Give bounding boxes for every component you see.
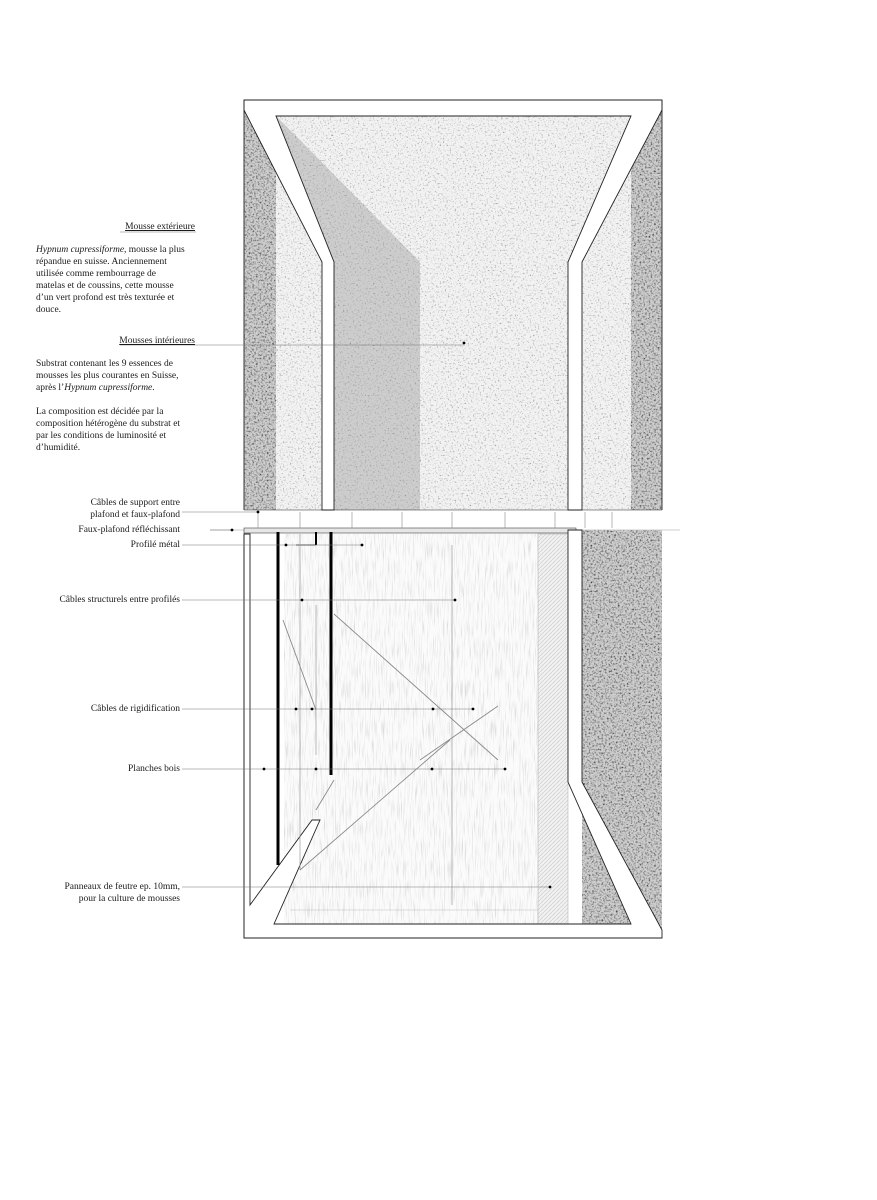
wood-planks-area: [284, 534, 538, 926]
lower-room: [244, 530, 662, 938]
false-ceiling: [210, 512, 680, 533]
label-outer-moss-title: Mousse extérieure: [125, 222, 195, 232]
label-stiffening-cables: Câbles de rigidification: [90, 704, 180, 714]
label-structural-cables: Câbles structurels entre profilés: [59, 595, 180, 605]
felt-panels-line2: pour la culture de mousses: [78, 894, 180, 904]
outer-moss-description: , mousse la plus répandue en suisse. Anciennement utilisée comme rembourrage de matelas et de coussins, cette mousse d’un vert profond est très texturée et douce.: [36, 245, 185, 315]
support-cables-line2: plafond et faux-plafond: [90, 510, 180, 520]
inner-moss-species: Hypnum cupressiforme: [64, 383, 153, 393]
label-inner-moss-title: Mousses intérieures: [119, 336, 195, 346]
support-cables-line1: Câbles de support entre: [90, 498, 180, 508]
outer-moss-species: Hypnum cupressiforme: [36, 245, 125, 255]
inner-moss-text-suffix: .: [152, 383, 155, 393]
label-inner-moss-text: [36, 358, 186, 454]
moss-volume: [244, 100, 662, 510]
label-support-cables: [90, 497, 180, 521]
label-wood-planks: Planches bois: [128, 764, 180, 774]
inner-moss-text-2: La composition est décidée par la composition hétérogène du substrat et par les conditions de luminosité et d’humidité.: [36, 407, 181, 453]
felt-panels-line1: Panneaux de feutre ep. 10mm,: [64, 882, 180, 892]
felt-panel-strip: [538, 534, 568, 926]
label-false-ceiling: Faux-plafond réfléchissant: [78, 525, 180, 535]
inner-moss-text-prefix: Substrat contenant les 9 essences de mousses les plus courantes en Suisse, après l’: [36, 359, 179, 393]
label-metal-profile: Profilé métal: [130, 540, 180, 550]
label-felt-panels: [64, 881, 180, 905]
label-outer-moss-text: [36, 244, 186, 316]
